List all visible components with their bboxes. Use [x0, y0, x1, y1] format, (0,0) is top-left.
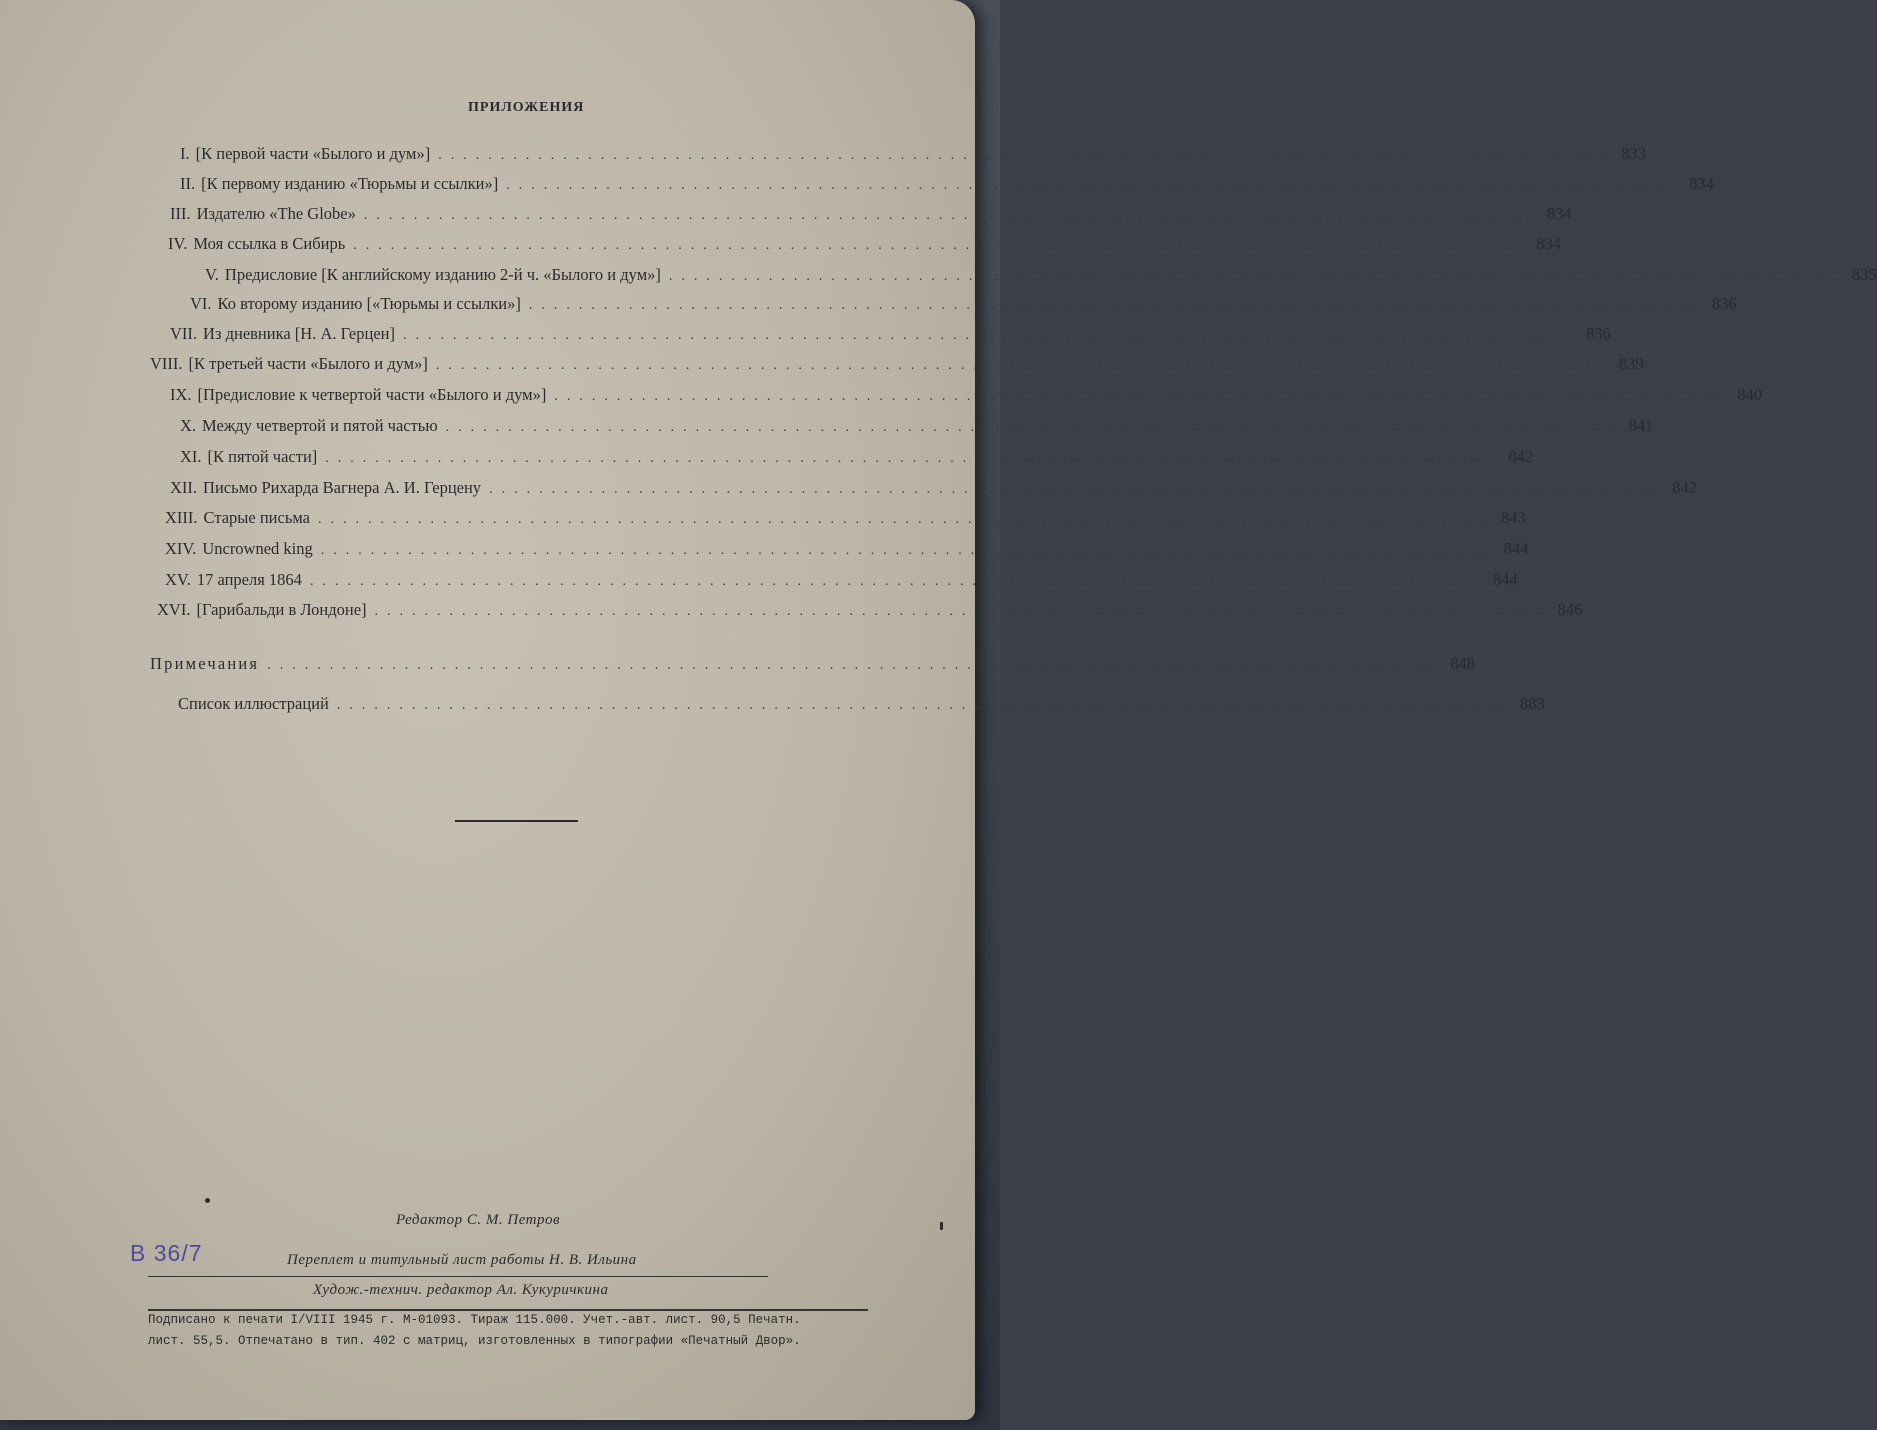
toc-row [180, 445, 1534, 469]
toc-number: V. [205, 265, 219, 284]
toc-title: 17 апреля 1864 [196, 570, 302, 589]
leader-dots: .............................................................................................. [353, 238, 1529, 253]
toc-title: Издателю «The Globe» [196, 204, 356, 223]
toc-page-number: 833 [1621, 144, 1646, 163]
toc-number: I. [180, 144, 190, 163]
toc-row [180, 142, 1646, 166]
toc-number: XV. [165, 570, 191, 589]
toc-number: XIII. [165, 508, 198, 527]
toc-page-number: 836 [1711, 294, 1737, 313]
toc-page-number: 844 [1492, 570, 1518, 589]
leader-dots: .............................................................................................. [554, 389, 1730, 404]
toc-number: IV. [168, 234, 188, 253]
leader-dots: .............................................................................................. [267, 658, 1443, 673]
toc-row [170, 476, 1697, 500]
toc-number: XI. [180, 447, 202, 466]
toc-row [205, 263, 1877, 287]
toc-page-number: 842 [1508, 447, 1534, 466]
credit-binding: Переплет и титульный лист работы Н. В. Ильина [287, 1252, 637, 1268]
toc-row-notes [150, 652, 1475, 676]
toc-title: [Предисловие к четвертой части «Былого и дум»] [197, 385, 547, 404]
toc-number: XII. [170, 478, 198, 497]
leader-dots: .............................................................................................. [528, 298, 1704, 313]
library-stamp: В 36/7 [130, 1240, 203, 1266]
section-divider [455, 820, 578, 822]
toc-row [180, 172, 1714, 196]
toc-number: IX. [170, 385, 192, 404]
toc-title: [К первой части «Былого и дум»] [195, 144, 431, 163]
toc-row-illustrations [178, 692, 1545, 716]
leader-dots: .............................................................................................. [309, 574, 1485, 589]
toc-page-number: 846 [1557, 600, 1583, 619]
toc-title: Список иллюстраций [178, 694, 329, 713]
toc-row [170, 383, 1763, 407]
toc-row [170, 322, 1611, 346]
imprint-line-2: лист. 55,5. Отпечатано в тип. 402 с матриц, изготовленных в типографии «Печатный Двор». [148, 1334, 801, 1348]
ink-speck [205, 1198, 210, 1203]
toc-row [168, 232, 1562, 256]
leader-dots: .............................................................................................. [374, 604, 1550, 619]
toc-number: II. [180, 174, 196, 193]
leader-dots: .............................................................................................. [435, 358, 1611, 373]
leader-dots: .............................................................................................. [318, 512, 1493, 527]
toc-title: Uncrowned king [202, 539, 313, 558]
toc-title: Из дневника [Н. А. Герцен] [203, 324, 395, 343]
toc-title: Старые письма [203, 508, 310, 527]
toc-row [165, 568, 1518, 592]
toc-page-number: 834 [1536, 234, 1562, 253]
leader-dots: .............................................................................................. [438, 148, 1614, 163]
toc-title: Моя ссылка в Сибирь [193, 234, 346, 253]
leader-dots: .............................................................................................. [320, 543, 1496, 558]
toc-page-number: 835 [1851, 265, 1877, 284]
toc-title: [К пятой части] [207, 447, 318, 466]
toc-number: III. [170, 204, 191, 223]
toc-title: Предисловие [К английскому изданию 2-й ч. «Былого и дум»] [224, 265, 661, 284]
toc-page-number: 834 [1689, 174, 1714, 193]
toc-number: XIV. [165, 539, 197, 558]
toc-row [165, 506, 1526, 530]
leader-dots: .............................................................................................. [363, 208, 1539, 223]
section-heading: ПРИЛОЖЕНИЯ [468, 100, 585, 115]
toc-title: Примечания [150, 654, 260, 673]
toc-row [150, 352, 1644, 376]
toc-title: Ко второму изданию [«Тюрьмы и ссылки»] [217, 294, 521, 313]
toc-number: XVI. [157, 600, 191, 619]
toc-title: [Гарибальди в Лондоне] [196, 600, 367, 619]
imprint-line-1: Подписано к печати I/VIII 1945 г. М-01093. Тираж 115.000. Учет.-авт. лист. 90,5 Печатн. [148, 1313, 801, 1327]
toc-title: Письмо Рихарда Вагнера А. И. Герцену [203, 478, 482, 497]
stamp-underline [148, 1276, 768, 1277]
leader-dots: .............................................................................................. [402, 328, 1578, 343]
leader-dots: .............................................................................................. [489, 482, 1665, 497]
toc-page-number: 883 [1519, 694, 1545, 713]
toc-row [170, 202, 1572, 226]
toc-title: [К третьей части «Былого и дум»] [188, 354, 428, 373]
leader-dots: .............................................................................................. [445, 420, 1621, 435]
toc-page-number: 836 [1585, 324, 1611, 343]
toc-page-number: 834 [1546, 204, 1572, 223]
toc-row [190, 292, 1737, 316]
toc-title: [К первому изданию «Тюрьмы и ссылки»] [201, 174, 499, 193]
toc-number: VIII. [150, 354, 183, 373]
toc-page-number: 840 [1737, 385, 1763, 404]
toc-row [165, 537, 1529, 561]
toc-page-number: 843 [1501, 508, 1526, 527]
toc-page-number: 839 [1618, 354, 1644, 373]
toc-page-number: 842 [1672, 478, 1697, 497]
toc-title: Между четвертой и пятой частью [202, 416, 438, 435]
leader-dots: .............................................................................................. [506, 178, 1682, 193]
toc-page-number: 848 [1450, 654, 1475, 673]
toc-row [157, 598, 1583, 622]
toc-page-number: 844 [1503, 539, 1529, 558]
toc-number: X. [180, 416, 197, 435]
toc-page-number: 841 [1628, 416, 1654, 435]
credit-editor: Редактор С. М. Петров [396, 1212, 561, 1228]
toc-row [180, 414, 1654, 438]
credit-tech-editor: Худож.-технич. редактор Ал. Кукуричкина [313, 1282, 609, 1298]
leader-dots: .............................................................................................. [668, 269, 1844, 284]
leader-dots: .............................................................................................. [336, 698, 1512, 713]
leader-dots: .............................................................................................. [325, 451, 1501, 466]
toc-number: VI. [190, 294, 212, 313]
ink-speck [940, 1222, 943, 1230]
imprint-rule [148, 1309, 868, 1311]
toc-number: VII. [170, 324, 198, 343]
